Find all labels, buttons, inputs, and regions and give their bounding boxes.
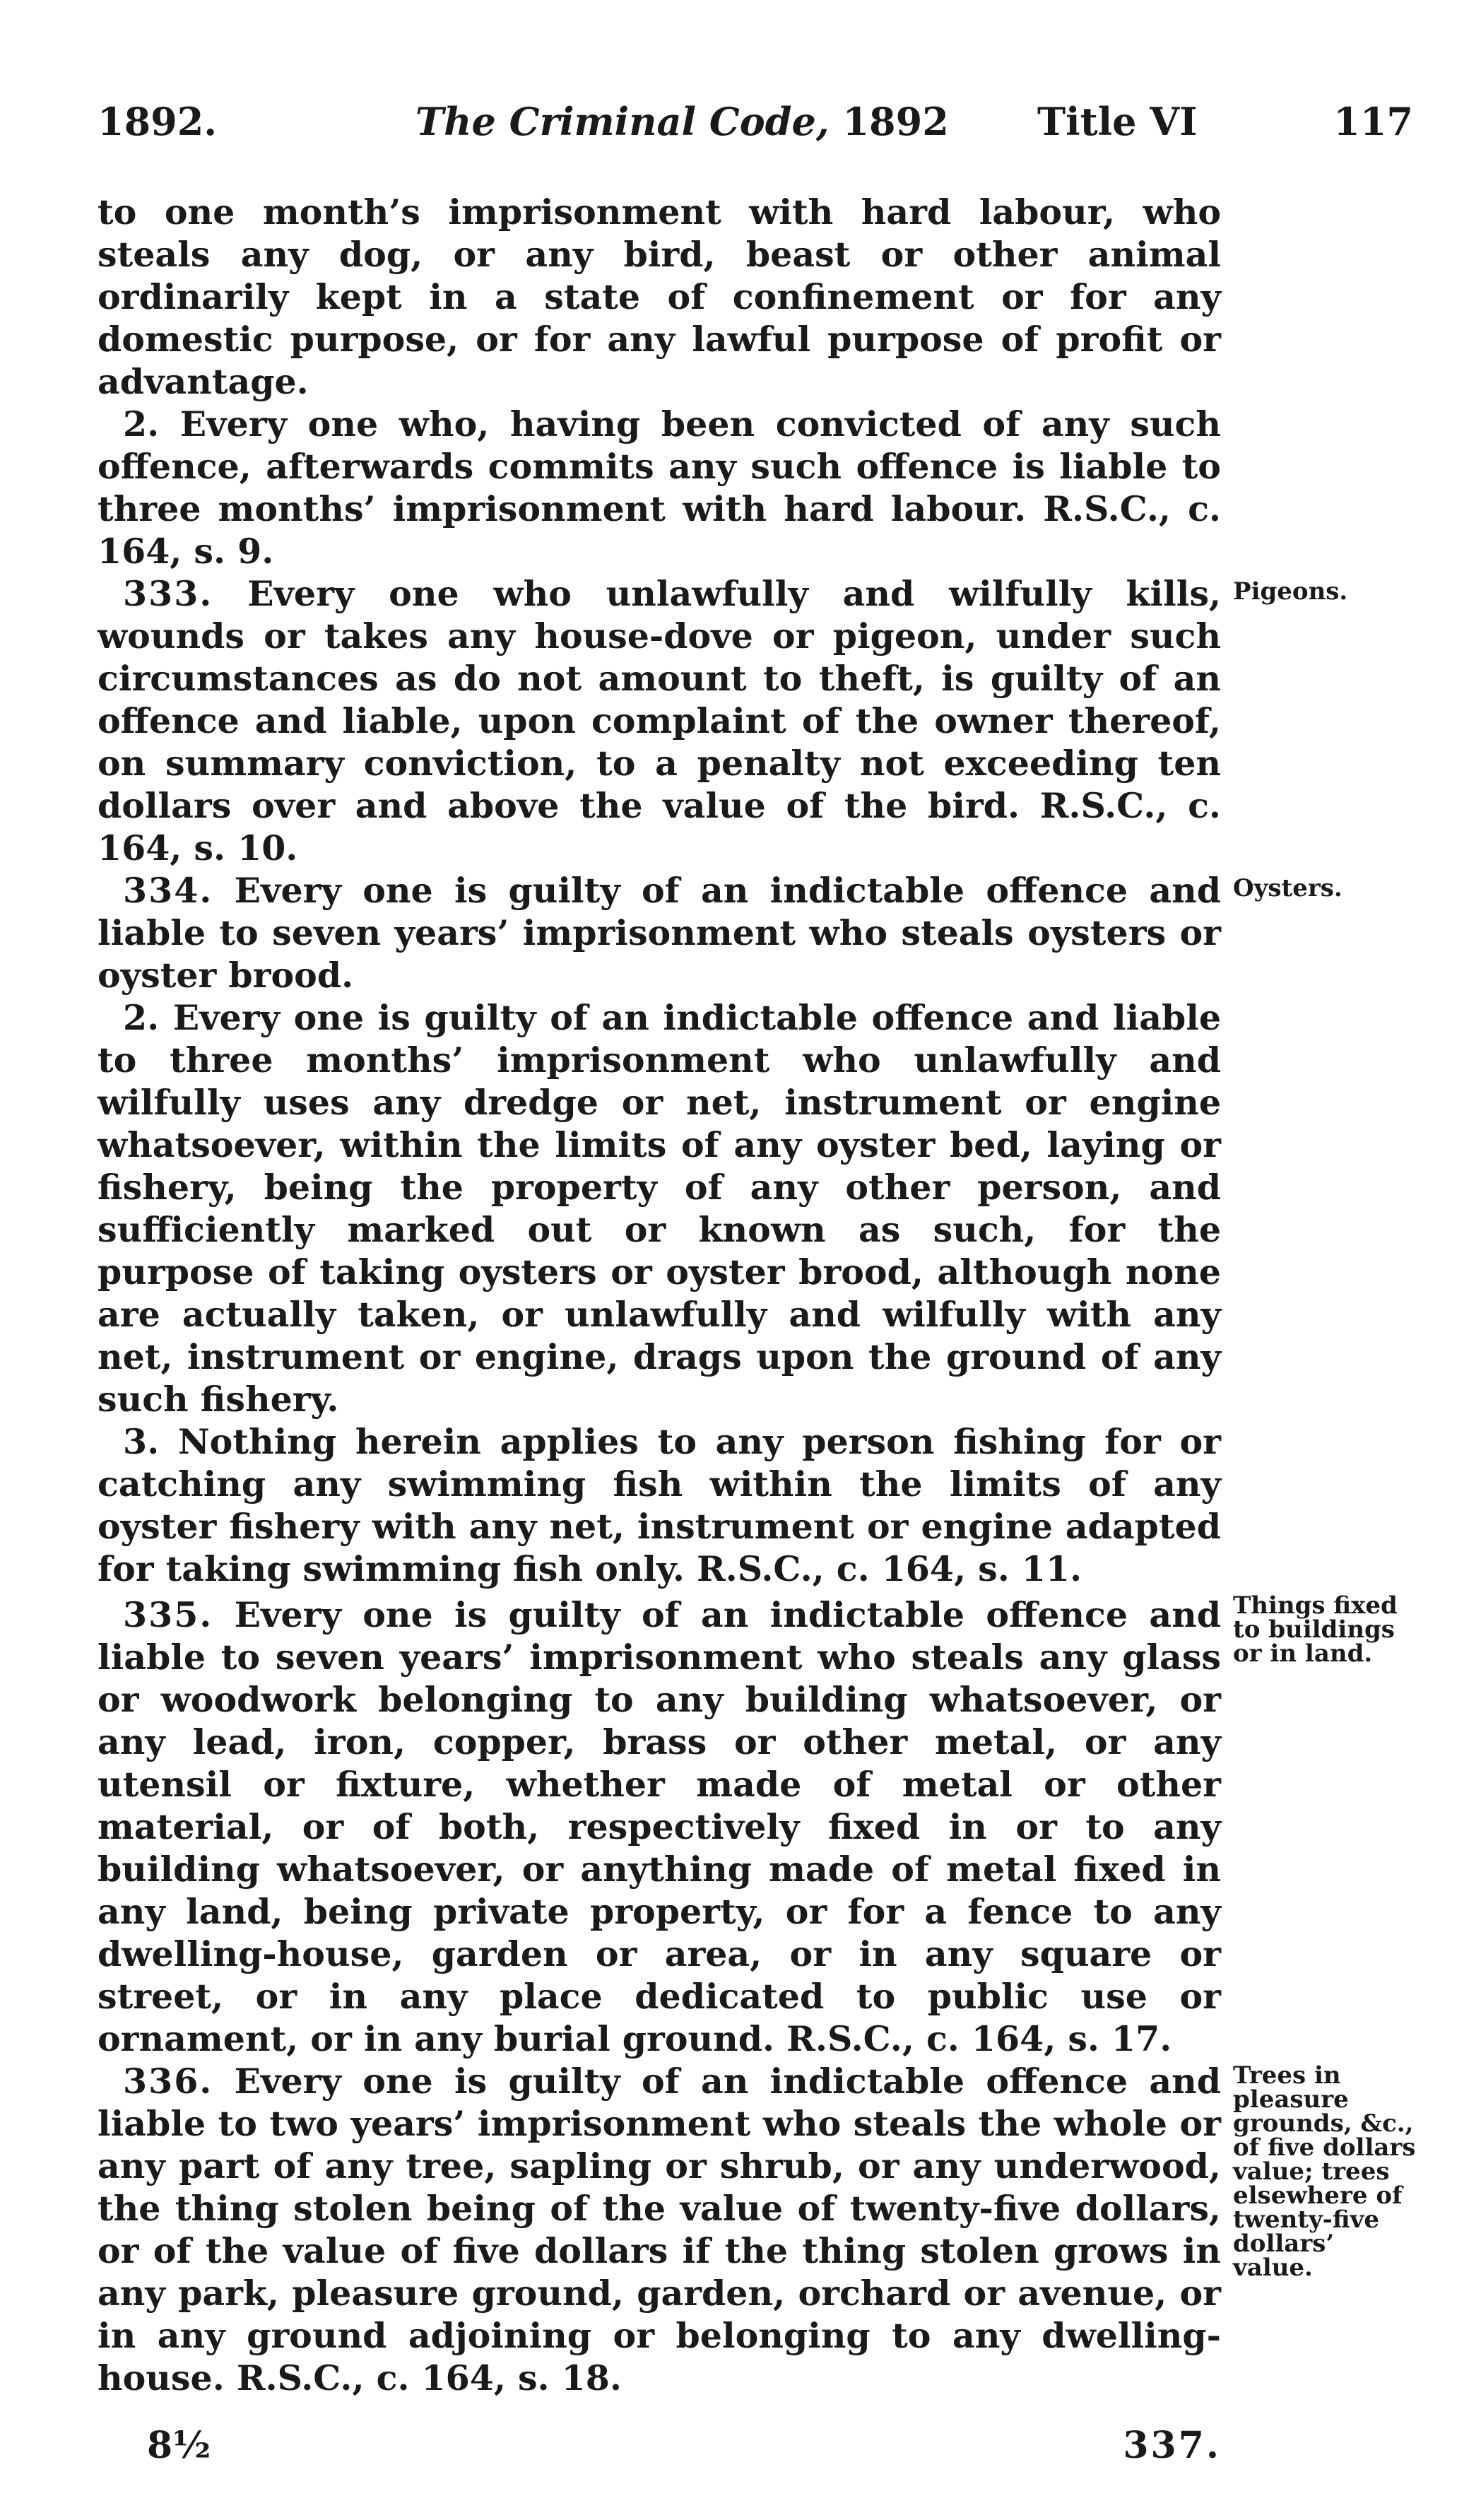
section-333-number: 333. [123, 573, 213, 614]
margin-note-oysters: Oysters. [1233, 874, 1343, 902]
header-title [415, 99, 949, 144]
margin-note-trees: Trees in pleasure grounds, &c., of five dollars value; trees elsewhere of twenty-five dollars’ value. [1233, 2061, 1416, 2282]
header-year: 1892. [98, 99, 218, 144]
section-333-text-1: Every one who unlawfully and wilfully kills, wounds or takes any house-dove or pigeon, under such circumstances as do not amount to theft, is guilty of an offence and liable, upon complaint of the owner thereof, on summary conviction, to a penalty not exceeding ten dollars over and above the value of the bird. R.S.C., c. 164, s. 10. [98, 573, 1222, 869]
section-335-text-1: Every one is guilty of an indictable offence and liable to seven years’ imprisonment who steals any glass or woodwork belonging to any building whatsoever, or any lead, iron, copper, brass or other metal, or any utensil or fixture, whether made of metal or other material, or of both, respectively fixed in or to any building whatsoever, or anything made of metal fixed in any land, being private property, or for a fence to any dwelling-house, garden or area, or in any square or street, or in any place dedicated to public use or ornament, or in any burial ground. R.S.C., c. 164, s. 17. [98, 1594, 1221, 2059]
header-title-year: 1892 [829, 99, 949, 144]
section-336 [98, 2060, 1221, 2399]
continuation-paragraph-2: 2. Every one who, having been convicted of any such offence, afterwards commits any such offence is liable to three months’ imprisonment with hard labour. R.S.C., c. 164, s. 9. [98, 404, 1221, 572]
section-335-number: 335. [123, 1594, 213, 1635]
margin-note-pigeons: Pigeons. [1233, 577, 1348, 606]
continuation-paragraph-1: to one month’s imprisonment with hard labour, who steals any dog, or any bird, beast or other animal ordinarily kept in a state of confinement or for any domestic purpose, or for any lawful purpose of profit or advantage. [98, 192, 1221, 402]
section-335 [98, 1594, 1221, 2060]
catchword: 337. [1123, 2424, 1221, 2467]
section-333 [98, 572, 1221, 869]
running-header [98, 99, 1413, 163]
section-334 [98, 869, 1221, 1590]
section-336-paragraph-1 [98, 2060, 1221, 2399]
continuation-block [98, 191, 1221, 572]
section-334-number: 334. [123, 870, 213, 911]
section-334-text-1: Every one is guilty of an indictable offence and liable to seven years’ imprisonment who steals oysters or oyster brood. [98, 870, 1221, 996]
page-number: 117 [1333, 99, 1413, 144]
section-335-paragraph-1 [98, 1594, 1221, 2060]
section-333-paragraph-1 [98, 572, 1221, 869]
section-336-number: 336. [123, 2061, 213, 2102]
header-part: Title VI [1037, 99, 1198, 144]
section-334-paragraph-2: 2. Every one is guilty of an indictable offence and liable to three months’ imprisonment who unlawfully and wilfully uses any dredge or net, instrument or engine whatsoever, within the limits of any oyster bed, laying or fishery, being the property of any other person, and sufficiently marked out or known as such, for the purpose of taking oysters or oyster brood, although none are actually taken, or unlawfully and wilfully with any net, instrument or engine, drags upon the ground of any such fishery. [98, 997, 1221, 1420]
section-334-paragraph-1 [98, 869, 1221, 996]
signature-mark: 8½ [147, 2424, 211, 2467]
header-title-italic: The Criminal Code, [415, 99, 830, 144]
margin-note-things-fixed: Things fixed to buildings or in land. [1233, 1591, 1398, 1668]
section-334-paragraph-3: 3. Nothing herein applies to any person fishing for or catching any swimming fish within the limits of any oyster fishery with any net, instrument or engine adapted for taking swimming fish only. R.S.C., c. 164, s. 11. [98, 1421, 1221, 1589]
section-336-text-1: Every one is guilty of an indictable offence and liable to two years’ imprisonment who steals the whole or any part of any tree, sapling or shrub, or any underwood, the thing stolen being of the value of twenty-five dollars, or of the value of five dollars if the thing stolen grows in any park, pleasure ground, garden, orchard or avenue, or in any ground adjoining or belonging to any dwelling-house. R.S.C., c. 164, s. 18. [98, 2061, 1221, 2398]
page-footer [98, 2424, 1221, 2480]
